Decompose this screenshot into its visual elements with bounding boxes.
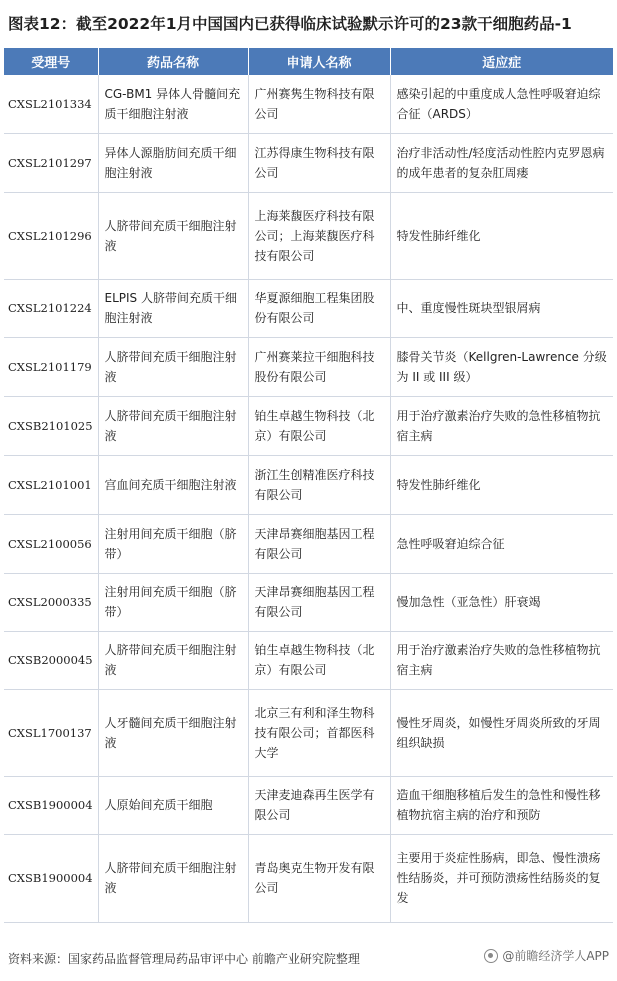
logo-icon	[484, 949, 498, 963]
cell-drug: ELPIS 人脐带间充质干细胞注射液	[98, 279, 248, 337]
table-row	[4, 133, 613, 192]
cell-indication: 治疗非活动性/轻度活动性腔内克罗恩病的成年患者的复杂肛周瘘	[390, 133, 613, 192]
cell-drug: 人脐带间充质干细胞注射液	[98, 396, 248, 455]
figure-title: 图表12：截至2022年1月中国国内已获得临床试验默示许可的23款干细胞药品-1	[8, 15, 572, 33]
table-row	[4, 396, 613, 455]
table-body	[4, 75, 613, 922]
table-row	[4, 689, 613, 776]
cell-applicant: 上海莱馥医疗科技有限公司；上海莱馥医疗科技有限公司	[248, 192, 390, 279]
cell-code: CXSL2101224	[4, 279, 98, 337]
table-row	[4, 834, 613, 922]
cell-drug: CG-BM1 异体人骨髓间充质干细胞注射液	[98, 75, 248, 133]
cell-code: CXSL1700137	[4, 689, 98, 776]
cell-applicant: 天津昂赛细胞基因工程有限公司	[248, 573, 390, 631]
cell-applicant: 天津麦迪森再生医学有限公司	[248, 776, 390, 834]
watermark	[484, 947, 609, 964]
table-row	[4, 337, 613, 396]
cell-indication: 中、重度慢性斑块型银屑病	[390, 279, 613, 337]
cell-drug: 注射用间充质干细胞（脐带）	[98, 514, 248, 573]
cell-code: CXSB2000045	[4, 631, 98, 689]
header-applicant: 申请人名称	[248, 48, 390, 75]
table-row	[4, 192, 613, 279]
header-drug: 药品名称	[98, 48, 248, 75]
cell-code: CXSL2101179	[4, 337, 98, 396]
table-header	[4, 48, 613, 75]
cell-code: CXSL2000335	[4, 573, 98, 631]
cell-code: CXSB1900004	[4, 776, 98, 834]
cell-code: CXSL2101334	[4, 75, 98, 133]
header-code: 受理号	[4, 48, 98, 75]
table-row	[4, 279, 613, 337]
cell-indication: 主要用于炎症性肠病，即急、慢性溃疡性结肠炎，并可预防溃疡性结肠炎的复发	[390, 834, 613, 922]
table-row	[4, 514, 613, 573]
cell-drug: 人脐带间充质干细胞注射液	[98, 631, 248, 689]
cell-drug: 注射用间充质干细胞（脐带）	[98, 573, 248, 631]
cell-drug: 人脐带间充质干细胞注射液	[98, 834, 248, 922]
cell-drug: 宫血间充质干细胞注射液	[98, 455, 248, 514]
header-indication: 适应症	[390, 48, 613, 75]
cell-code: CXSL2101296	[4, 192, 98, 279]
cell-applicant: 华夏源细胞工程集团股份有限公司	[248, 279, 390, 337]
cell-indication: 特发性肺纤维化	[390, 192, 613, 279]
cell-indication: 膝骨关节炎（Kellgren-Lawrence 分级为 II 或 III 级）	[390, 337, 613, 396]
cell-drug: 人原始间充质干细胞	[98, 776, 248, 834]
source-note: 资料来源：国家药品监督管理局药品审评中心 前瞻产业研究院整理	[8, 952, 360, 966]
cell-applicant: 广州赛隽生物科技有限公司	[248, 75, 390, 133]
cell-indication: 急性呼吸窘迫综合征	[390, 514, 613, 573]
cell-applicant: 天津昂赛细胞基因工程有限公司	[248, 514, 390, 573]
cell-applicant: 广州赛莱拉干细胞科技股份有限公司	[248, 337, 390, 396]
cell-applicant: 江苏得康生物科技有限公司	[248, 133, 390, 192]
table-row	[4, 776, 613, 834]
cell-applicant: 青岛奥克生物开发有限公司	[248, 834, 390, 922]
cell-indication: 用于治疗激素治疗失败的急性移植物抗宿主病	[390, 396, 613, 455]
cell-code: CXSL2101001	[4, 455, 98, 514]
cell-indication: 慢性牙周炎，如慢性牙周炎所致的牙周组织缺损	[390, 689, 613, 776]
cell-applicant: 浙江生创精准医疗科技有限公司	[248, 455, 390, 514]
cell-code: CXSL2101297	[4, 133, 98, 192]
drug-table	[4, 48, 613, 923]
table-row	[4, 631, 613, 689]
cell-drug: 人脐带间充质干细胞注射液	[98, 337, 248, 396]
watermark-text: @前瞻经济学人APP	[502, 949, 609, 963]
cell-applicant: 铂生卓越生物科技（北京）有限公司	[248, 631, 390, 689]
cell-drug: 人牙髓间充质干细胞注射液	[98, 689, 248, 776]
cell-drug: 人脐带间充质干细胞注射液	[98, 192, 248, 279]
cell-code: CXSB1900004	[4, 834, 98, 922]
cell-indication: 慢加急性（亚急性）肝衰竭	[390, 573, 613, 631]
cell-indication: 特发性肺纤维化	[390, 455, 613, 514]
cell-code: CXSB2101025	[4, 396, 98, 455]
cell-indication: 用于治疗激素治疗失败的急性移植物抗宿主病	[390, 631, 613, 689]
cell-drug: 异体人源脂肪间充质干细胞注射液	[98, 133, 248, 192]
cell-indication: 造血干细胞移植后发生的急性和慢性移植物抗宿主病的治疗和预防	[390, 776, 613, 834]
cell-applicant: 北京三有利和泽生物科技有限公司；首都医科大学	[248, 689, 390, 776]
cell-code: CXSL2100056	[4, 514, 98, 573]
cell-indication: 感染引起的中重度成人急性呼吸窘迫综合征（ARDS）	[390, 75, 613, 133]
table-row	[4, 455, 613, 514]
table-row	[4, 573, 613, 631]
table-row	[4, 75, 613, 133]
cell-applicant: 铂生卓越生物科技（北京）有限公司	[248, 396, 390, 455]
